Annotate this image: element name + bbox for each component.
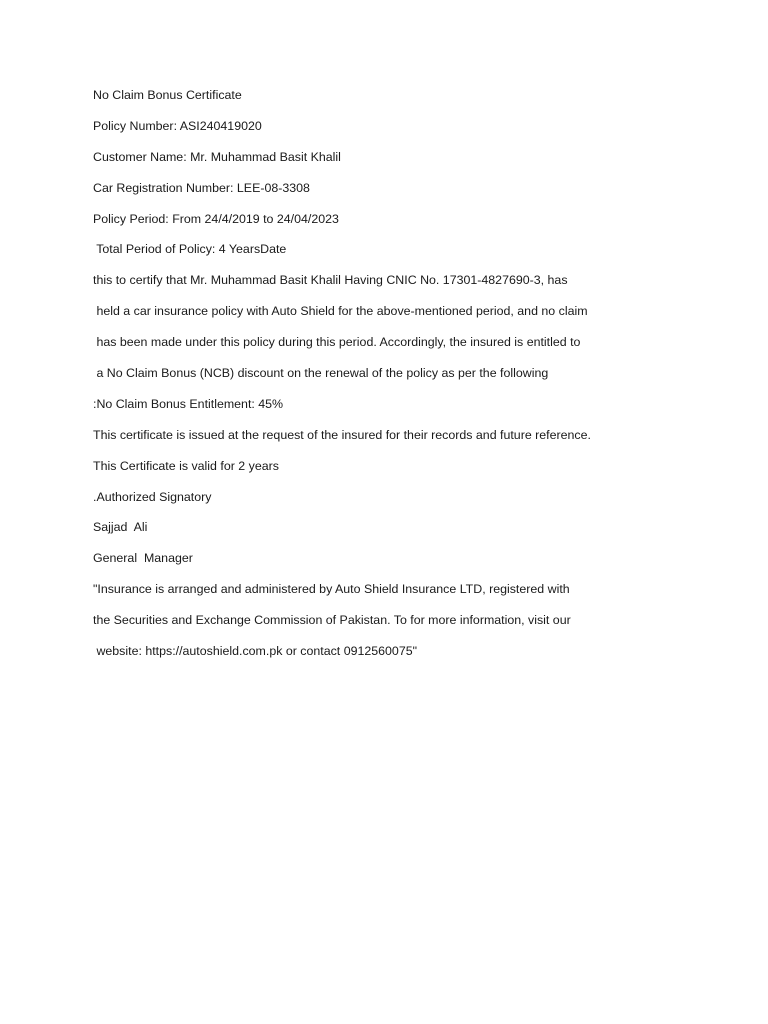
signatory-title: General Manager [93,551,193,566]
certificate-title: No Claim Bonus Certificate [93,88,242,102]
issuance-note: This certificate is issued at the request of the insured for their records and future reference. [93,427,591,442]
certification-text-line: held a car insurance policy with Auto Shield for the above-mentioned period, and no claim [93,304,588,319]
disclaimer-line: "Insurance is arranged and administered by Auto Shield Insurance LTD, registered with [93,582,570,597]
certification-text-line: a No Claim Bonus (NCB) discount on the renewal of the policy as per the following [93,366,549,381]
certification-text-line: this to certify that Mr. Muhammad Basit Khalil Having CNIC No. 17301-4827690-3, has [93,273,568,288]
ncb-entitlement: :No Claim Bonus Entitlement: 45% [93,396,284,411]
signatory-name: Sajjad Ali [93,520,148,535]
validity-note: This Certificate is valid for 2 years [93,458,279,473]
car-registration-number: Car Registration Number: LEE-08-3308 [93,180,310,195]
certificate-body [93,86,693,673]
policy-period: Policy Period: From 24/4/2019 to 24/04/2023 [93,211,339,226]
disclaimer-line: website: https://autoshield.com.pk or contact 0912560075" [93,644,418,659]
customer-name: Customer Name: Mr. Muhammad Basit Khalil [93,149,341,164]
total-period: Total Period of Policy: 4 YearsDate [93,242,287,257]
disclaimer-line: the Securities and Exchange Commission of Pakistan. To for more information, visit our [93,613,571,628]
certification-text-line: has been made under this policy during this period. Accordingly, the insured is entitled to [93,335,581,350]
policy-number: Policy Number: ASI240419020 [93,118,262,133]
signatory-label: .Authorized Signatory [93,489,212,504]
